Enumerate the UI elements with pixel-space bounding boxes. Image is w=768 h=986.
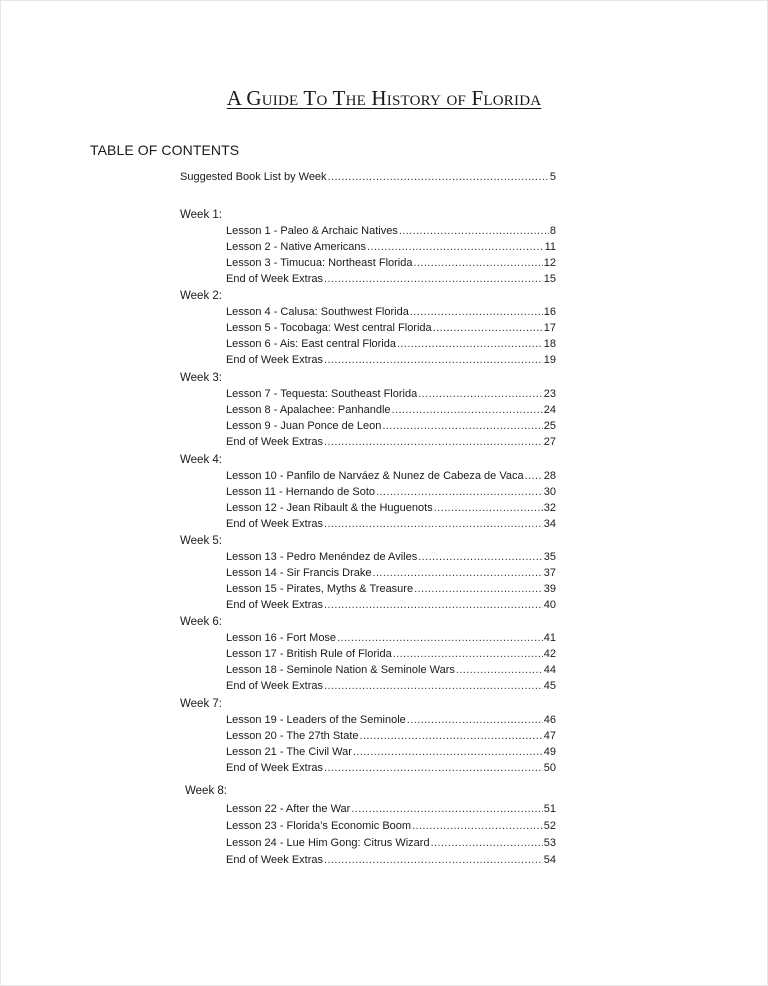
toc-entry-page: 52 <box>543 820 556 832</box>
toc-entry-label: Lesson 23 - Florida’s Economic Boom <box>226 820 412 832</box>
dot-leader <box>434 500 543 516</box>
toc-entry-label: Lesson 8 - Apalachee: Panhandle <box>226 404 391 416</box>
toc-entry-label: End of Week Extras <box>226 354 324 366</box>
toc-entry-page: 40 <box>543 599 556 611</box>
dot-leader <box>376 484 543 500</box>
toc-entry-page: 47 <box>543 730 556 742</box>
toc-entry-page: 28 <box>543 470 556 482</box>
toc-entry[interactable] <box>226 516 556 532</box>
toc-entry[interactable] <box>226 223 556 239</box>
toc-entry[interactable] <box>226 630 556 646</box>
toc-entry-label: End of Week Extras <box>226 599 324 611</box>
week-heading: Week 3: <box>180 372 222 384</box>
dot-leader <box>337 630 543 646</box>
toc-entry-page: 54 <box>543 854 556 866</box>
toc-entry-page: 50 <box>543 762 556 774</box>
toc-entry-page: 17 <box>543 322 556 334</box>
toc-entry-label: Lesson 14 - Sir Francis Drake <box>226 567 372 579</box>
toc-entry-page: 46 <box>543 714 556 726</box>
toc-entry[interactable] <box>226 801 556 817</box>
toc-entry-page: 25 <box>543 420 556 432</box>
dot-leader <box>324 271 543 287</box>
toc-entry-label: Lesson 5 - Tocobaga: West central Florida <box>226 322 432 334</box>
toc-entry[interactable] <box>226 352 556 368</box>
dot-leader <box>433 320 543 336</box>
toc-entry-label: End of Week Extras <box>226 436 324 448</box>
dot-leader <box>392 402 543 418</box>
toc-entry[interactable] <box>226 500 556 516</box>
toc-entry-label: Lesson 2 - Native Americans <box>226 241 367 253</box>
toc-heading: TABLE OF CONTENTS <box>90 142 240 158</box>
dot-leader <box>367 239 544 255</box>
toc-entry-label: Lesson 10 - Panfilo de Narváez & Nunez de Cabeza de Vaca <box>226 470 524 482</box>
toc-entry-page: 53 <box>543 837 556 849</box>
toc-entry[interactable] <box>226 484 556 500</box>
dot-leader <box>410 304 543 320</box>
toc-entry[interactable] <box>226 468 556 484</box>
toc-entry-label: Lesson 20 - The 27th State <box>226 730 359 742</box>
toc-entry-label: Lesson 13 - Pedro Menéndez de Aviles <box>226 551 418 563</box>
dot-leader <box>412 818 543 834</box>
dot-leader <box>418 386 543 402</box>
toc-entry-page: 8 <box>549 225 556 237</box>
toc-entry-label: End of Week Extras <box>226 273 324 285</box>
dot-leader <box>324 678 543 694</box>
week-heading: Week 5: <box>180 535 222 547</box>
toc-entry[interactable] <box>226 835 556 851</box>
toc-entry-page: 5 <box>549 171 556 183</box>
toc-entry-page: 30 <box>543 486 556 498</box>
toc-entry-label: Lesson 1 - Paleo & Archaic Natives <box>226 225 398 237</box>
toc-entry[interactable] <box>226 565 556 581</box>
toc-entry-label: Suggested Book List by Week <box>180 171 327 183</box>
dot-leader <box>324 852 543 868</box>
dot-leader <box>456 662 543 678</box>
toc-entry[interactable] <box>226 662 556 678</box>
toc-entry-page: 51 <box>543 803 556 815</box>
toc-entry-label: End of Week Extras <box>226 680 324 692</box>
dot-leader <box>414 581 543 597</box>
toc-entry[interactable] <box>226 386 556 402</box>
dot-leader <box>373 565 543 581</box>
toc-entry[interactable] <box>226 712 556 728</box>
dot-leader <box>324 760 543 776</box>
toc-entry-label: Lesson 19 - Leaders of the Seminole <box>226 714 406 726</box>
toc-entry-page: 24 <box>543 404 556 416</box>
toc-entry-page: 16 <box>543 306 556 318</box>
dot-leader <box>399 223 549 239</box>
dot-leader <box>397 336 543 352</box>
toc-entry-label: Lesson 7 - Tequesta: Southeast Florida <box>226 388 418 400</box>
toc-entry-label: Lesson 4 - Calusa: Southwest Florida <box>226 306 409 318</box>
dot-leader <box>351 801 542 817</box>
toc-entry-page: 19 <box>543 354 556 366</box>
week-heading: Week 7: <box>180 698 222 710</box>
toc-entry-page: 49 <box>543 746 556 758</box>
toc-entry[interactable] <box>226 304 556 320</box>
toc-entry-label: Lesson 12 - Jean Ribault & the Huguenots <box>226 502 433 514</box>
toc-entry[interactable] <box>226 744 556 760</box>
toc-entry-page: 35 <box>543 551 556 563</box>
toc-entry-label: End of Week Extras <box>226 762 324 774</box>
toc-entry-page: 34 <box>543 518 556 530</box>
toc-entry[interactable] <box>226 434 556 450</box>
dot-leader <box>328 169 549 185</box>
toc-entry-page: 42 <box>543 648 556 660</box>
toc-entry-page: 45 <box>543 680 556 692</box>
toc-entry-label: Lesson 16 - Fort Mose <box>226 632 337 644</box>
toc-entry-page: 15 <box>543 273 556 285</box>
toc-entry[interactable] <box>226 418 556 434</box>
toc-entry[interactable] <box>226 549 556 565</box>
dot-leader <box>407 712 543 728</box>
week-heading: Week 4: <box>180 454 222 466</box>
toc-entry-page: 11 <box>544 241 556 253</box>
dot-leader <box>393 646 543 662</box>
week-heading: Week 6: <box>180 616 222 628</box>
toc-entry-page: 44 <box>543 664 556 676</box>
toc-entry-label: End of Week Extras <box>226 854 324 866</box>
toc-entry[interactable] <box>226 271 556 287</box>
week-heading: Week 1: <box>180 209 222 221</box>
dot-leader <box>360 728 543 744</box>
toc-entry-page: 39 <box>543 583 556 595</box>
toc-entry[interactable] <box>226 320 556 336</box>
toc-entry[interactable] <box>226 760 556 776</box>
toc-entry-label: Lesson 24 - Lue Him Gong: Citrus Wizard <box>226 837 430 849</box>
toc-entry[interactable] <box>226 678 556 694</box>
toc-entry[interactable] <box>226 852 556 868</box>
toc-entry[interactable] <box>226 581 556 597</box>
week-heading: Week 8: <box>185 785 227 797</box>
toc-entry[interactable] <box>226 818 556 834</box>
toc-entry-page: 32 <box>543 502 556 514</box>
toc-entry-page: 18 <box>543 338 556 350</box>
toc-entry-page: 37 <box>543 567 556 579</box>
toc-entry-label: Lesson 18 - Seminole Nation & Seminole Wars <box>226 664 455 676</box>
dot-leader <box>525 468 543 484</box>
toc-entry-label: Lesson 17 - British Rule of Florida <box>226 648 392 660</box>
toc-entry-page: 23 <box>543 388 556 400</box>
toc-entry[interactable] <box>226 402 556 418</box>
document-title: A Guide To The History of Florida <box>226 86 542 110</box>
dot-leader <box>382 418 542 434</box>
toc-entry-page: 27 <box>543 436 556 448</box>
toc-entry-label: Lesson 21 - The Civil War <box>226 746 352 758</box>
dot-leader <box>431 835 543 851</box>
toc-entry-label: Lesson 15 - Pirates, Myths & Treasure <box>226 583 414 595</box>
toc-entry-label: End of Week Extras <box>226 518 324 530</box>
toc-entry-label: Lesson 3 - Timucua: Northeast Florida <box>226 257 413 269</box>
dot-leader <box>353 744 543 760</box>
toc-entry-label: Lesson 6 - Ais: East central Florida <box>226 338 396 350</box>
toc-entry[interactable] <box>226 239 556 255</box>
toc-entry[interactable] <box>226 728 556 744</box>
week-heading: Week 2: <box>180 290 222 302</box>
dot-leader <box>418 549 543 565</box>
toc-entry-page: 12 <box>543 257 556 269</box>
toc-entry[interactable] <box>226 597 556 613</box>
toc-entry[interactable] <box>226 336 556 352</box>
dot-leader <box>413 255 542 271</box>
toc-entry[interactable] <box>226 255 556 271</box>
toc-entry-label: Lesson 9 - Juan Ponce de Leon <box>226 420 382 432</box>
toc-entry-label: Lesson 22 - After the War <box>226 803 351 815</box>
toc-entry-book-list[interactable] <box>180 169 556 185</box>
toc-entry-label: Lesson 11 - Hernando de Soto <box>226 486 376 498</box>
dot-leader <box>324 516 543 532</box>
dot-leader <box>324 434 543 450</box>
toc-entry[interactable] <box>226 646 556 662</box>
dot-leader <box>324 597 543 613</box>
dot-leader <box>324 352 543 368</box>
toc-entry-page: 41 <box>543 632 556 644</box>
